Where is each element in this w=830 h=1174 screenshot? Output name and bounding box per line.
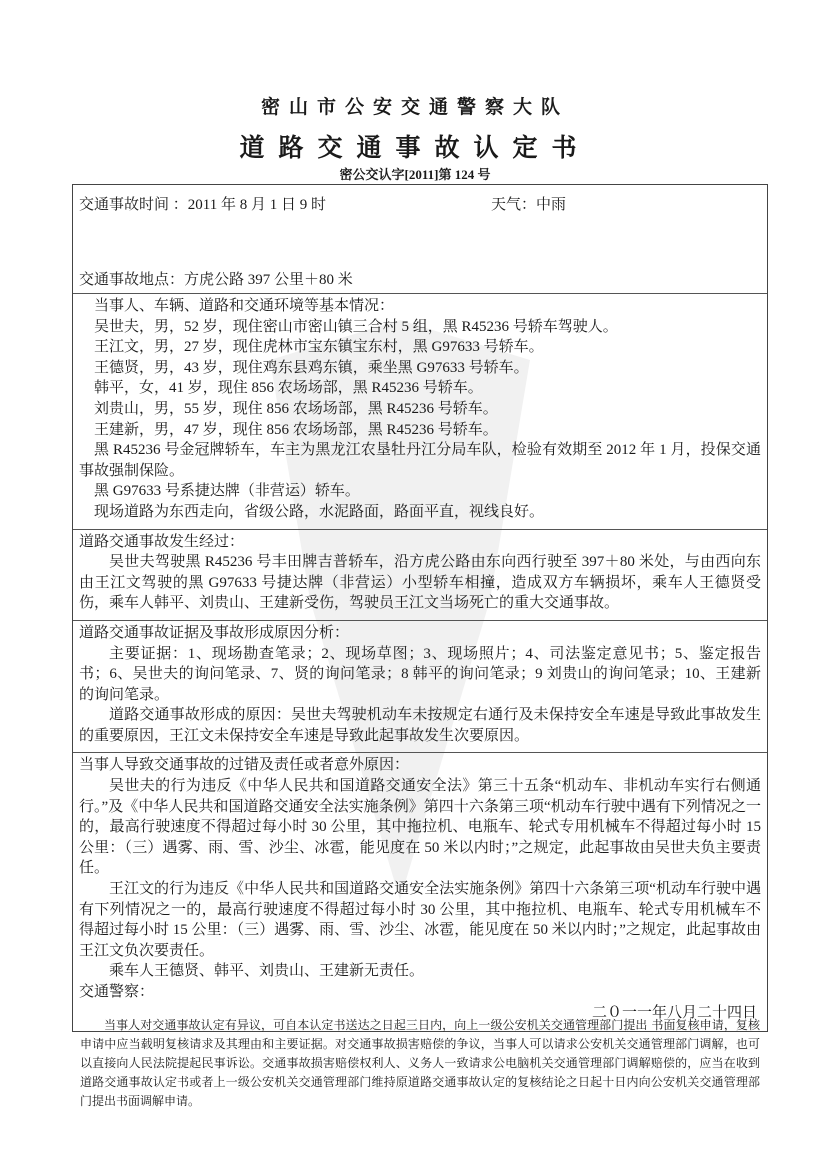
accident-time: 交通事故时间 ：2011 年 8 月 1 日 9 时 (79, 197, 326, 213)
party-line: 王德贤，男，43 岁，现住鸡东县鸡东镇，乘坐黑 G97633 号轿车。 (94, 359, 529, 376)
document-number: 密公交认字[2011]第 124 号 (339, 167, 491, 182)
responsibility-paragraph: 吴世夫的行为违反《中华人民共和国道路交通安全法》第三十五条“机动车、非机动车实行右侧通行。”及《中华人民共和国道路交通安全法实施条例》第四十六条第三项“机动车行驶中遇有下列情况之一的，最高行驶速度不得超过每小时 30 公里，其中拖拉机、电瓶车、轮式专用机械车不得超过每小时 15 公里：（三）遇雾、雨、雪、沙尘、冰雹，能见度在 50 米以内时；”之规定，此起事故由吴世夫负主要责任。 (79, 778, 761, 877)
responsibility-paragraph: 乘车人王德贤、韩平、刘贵山、王建新无责任。 (109, 963, 425, 980)
evidence-section (73, 620, 767, 753)
parties-heading: 当事人、车辆、道路和交通环境等基本情况： (94, 298, 395, 314)
document-title: 道路交通事故认定书 (239, 133, 591, 162)
appeal-notice: 当事人对交通事故认定有异议，可自本认定书送达之日起三日内，向上一级公安机关交通管理部门提出 书面复核申请，复核申请中应当载明复核请求及其理由和主要证据。对交通事故损害赔偿的争议，当事人可以请求公安机关交通管理部门调解，也可以直接向人民法院提起民事诉讼。交通事故损害赔偿权利人、义务人一致请求公电脑机关交通管理部门调解赔偿的，应当在收到道路交通事故认定书或者上一级公安机关交通管理部门维持原道路交通事故认定的复核结论之日起十日内向公安机关交通管理部门提出书面调解申请。 (80, 1018, 760, 1108)
responsibility-heading: 当事人导致交通事故的过错及责任或者意外原因： (79, 757, 410, 774)
process-section (73, 529, 767, 620)
process-heading: 道路交通事故发生经过： (79, 533, 245, 550)
accident-location: 交通事故地点：方虎公路 397 公里＋80 米 (79, 272, 353, 289)
road-info: 现场道路为东西走向，省级公路，水泥路面，路面平直，视线良好。 (94, 503, 545, 520)
parties-section (73, 293, 767, 529)
issue-date: 二０一一年八月二十四日 (591, 1004, 757, 1021)
party-line: 王江文，男，27 岁，现住虎林市宝东镇宝东村，黑 G97633 号轿车。 (94, 339, 544, 356)
police-signature-label: 交通警察： (79, 984, 155, 1000)
issuing-organization: 密山市公安交通警察大队 (260, 96, 569, 118)
evidence-heading: 道路交通事故证据及事故形成原因分析： (79, 624, 350, 641)
party-line: 吴世夫，男，52 岁，现住密山市密山镇三合村 5 组，黑 R45236 号轿车驾驶人。 (94, 318, 618, 335)
party-line: 王建新，男，47 岁，现住 856 农场场部，黑 R45236 号轿车。 (94, 421, 498, 438)
report-form (72, 184, 768, 1032)
responsibility-paragraph: 王江文的行为违反《中华人民共和国道路交通安全法实施条例》第四十六条第三项“机动车行驶中遇有下列情况之一的，最高行驶速度不得超过每小时 30 公里，其中拖拉机、电瓶车、轮式专用机械车不得超过每小时 15 公里：（三）遇雾、雨、雪、沙尘、冰雹，能见度在 50 米以内时；”之规定，此起事故由王江文负次要责任。 (79, 881, 761, 959)
cause-analysis: 道路交通事故形成的原因：吴世夫驾驶机动车未按规定右通行及未保持安全车速是导致此事故发生的重要原因，王江文未保持安全车速是导致此起事故发生次要原因。 (79, 707, 761, 744)
basic-info-section (73, 185, 767, 293)
vehicle-info: 黑 G97633 号系捷达牌（非营运）轿车。 (94, 483, 360, 500)
party-line: 刘贵山，男，55 岁，现住 856 农场场部，黑 R45236 号轿车。 (94, 400, 498, 417)
evidence-list: 主要证据：1、现场勘查笔录；2、现场草图；3、现场照片；4、司法鉴定意见书；5、鉴定报告书；6、吴世夫的询问笔录、7、贤的询问笔录；8 韩平的询问笔录；9 刘贵山的询问笔录；10、王建新的询问笔录。 (79, 645, 761, 703)
process-text: 吴世夫驾驶黑 R45236 号丰田牌吉普轿车，沿方虎公路由东向西行驶至 397＋80 米处，与由西向东由王江文驾驶的黑 G97633 号捷达牌（非营运）小型轿车相撞，造成双方车辆损坏，乘车人王德贤受伤，乘车人韩平、刘贵山、王建新受伤，驾驶员王江文当场死亡的重大交通事故。 (79, 554, 761, 612)
weather: 天气：中雨 (491, 197, 567, 213)
party-line: 韩平，女，41 岁，现住 856 农场场部，黑 R45236 号轿车。 (94, 380, 483, 397)
vehicle-info: 黑 R45236 号金冠牌轿车，车主为黑龙江农垦牡丹江分局车队，检验有效期至 2012 年 1 月，投保交通事故强制保险。 (79, 442, 761, 479)
responsibility-section (73, 752, 767, 1031)
